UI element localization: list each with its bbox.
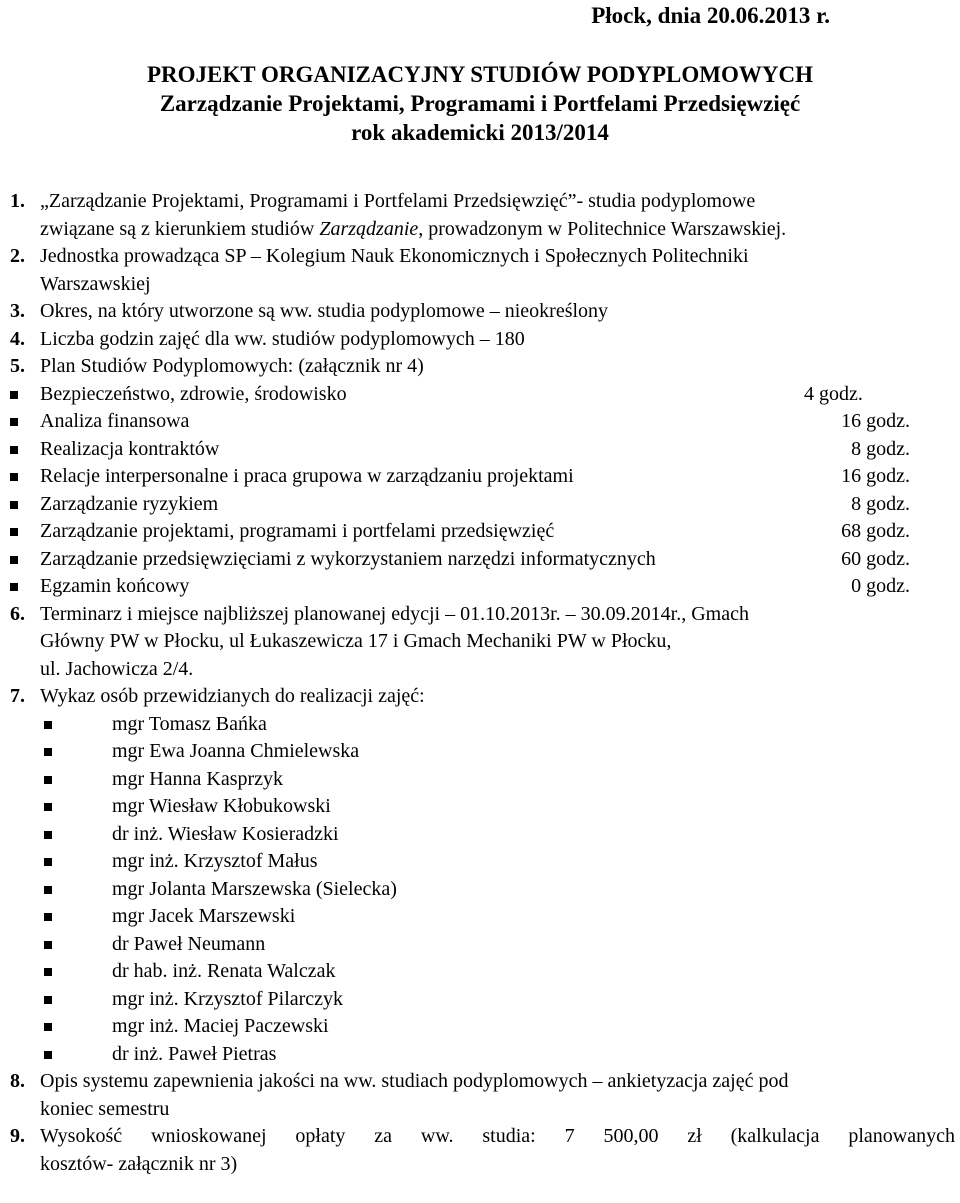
section-number: 4.: [10, 327, 25, 350]
title-line-3: rok akademicki 2013/2014: [351, 120, 609, 145]
staff-list: [0, 711, 960, 1069]
list-item: [0, 848, 960, 876]
list-item: [0, 821, 960, 849]
person-name: mgr Jolanta Marszewska (Sielecka): [112, 877, 397, 900]
square-bullet-icon: [10, 528, 18, 536]
person-name: dr hab. inż. Renata Walczak: [112, 960, 336, 982]
list-item: [0, 1041, 960, 1069]
person-name: mgr Hanna Kasprzyk: [112, 767, 284, 790]
person-name: mgr inż. Maciej Paczewski: [112, 1015, 329, 1037]
section-6-line-1: Terminarz i miejsce najbliższej planowanej edycji – 01.10.2013r. – 30.09.2014r., Gmach: [40, 602, 749, 625]
square-bullet-icon: [44, 776, 52, 784]
section-2-line-2: Warszawskiej: [40, 272, 151, 295]
list-item: [0, 903, 960, 931]
list-item: [0, 546, 960, 574]
list-item: [0, 876, 960, 904]
course-hours: 0 godz.: [851, 575, 910, 597]
square-bullet-icon: [44, 858, 52, 866]
person-name: mgr inż. Krzysztof Małus: [112, 850, 318, 872]
list-item: [0, 986, 960, 1014]
document-body: [0, 188, 960, 1178]
square-bullet-icon: [44, 1023, 52, 1031]
section-1-line-2: [0, 216, 960, 244]
section-2: [0, 243, 960, 271]
list-item: [0, 408, 960, 436]
section-number: 9.: [10, 1125, 25, 1147]
person-name: dr inż. Wiesław Kosieradzki: [112, 822, 339, 845]
document-date: Płock, dnia 20.06.2013 r.: [591, 3, 830, 28]
course-hours: 8 godz.: [851, 492, 910, 515]
section-1-text-end: , prowadzonym w Politechnice Warszawskiej.: [418, 217, 787, 240]
person-name: mgr Ewa Joanna Chmielewska: [112, 740, 360, 762]
section-2-line-1: Jednostka prowadząca SP – Kolegium Nauk Ekonomicznych i Społecznych Politechniki: [40, 245, 749, 267]
section-5-text: Plan Studiów Podyplomowych: (załącznik nr 4): [40, 355, 424, 377]
list-item: [0, 1013, 960, 1041]
section-5: [0, 353, 960, 381]
square-bullet-icon: [44, 941, 52, 949]
square-bullet-icon: [10, 391, 18, 399]
list-item: [0, 793, 960, 821]
course-hours: 8 godz.: [851, 437, 910, 460]
section-number: 5.: [10, 355, 25, 377]
course-hours: 60 godz.: [841, 547, 910, 570]
section-number: 1.: [10, 190, 25, 212]
person-name: dr Paweł Neumann: [112, 932, 266, 955]
list-item: [0, 711, 960, 739]
course-hours: 68 godz.: [841, 520, 910, 542]
course-hours: 16 godz.: [841, 465, 910, 487]
course-name: Zarządzanie ryzykiem: [40, 492, 219, 515]
course-name: Realizacja kontraktów: [40, 437, 220, 460]
course-name: Egzamin końcowy: [40, 575, 190, 597]
section-1: [0, 188, 960, 216]
section-3-text: Okres, na który utworzone są ww. studia podyplomowe – nieokreślony: [40, 300, 609, 322]
square-bullet-icon: [44, 886, 52, 894]
list-item: [0, 738, 960, 766]
section-number: 3.: [10, 300, 25, 322]
document-title: [0, 60, 960, 147]
section-4-text: Liczba godzin zajęć dla ww. studiów podyplomowych – 180: [40, 327, 525, 350]
title-line-2: Zarządzanie Projektami, Programami i Portfelami Przedsięwzięć: [159, 91, 801, 116]
square-bullet-icon: [10, 418, 18, 426]
list-item: [0, 958, 960, 986]
title-line-1: PROJEKT ORGANIZACYJNY STUDIÓW PODYPLOMOWYCH: [147, 62, 813, 87]
person-name: dr inż. Paweł Pietras: [112, 1042, 277, 1065]
section-number: 6.: [10, 602, 25, 625]
list-item: [0, 463, 960, 491]
section-7: [0, 683, 960, 711]
list-item: [0, 573, 960, 601]
course-hours: 16 godz.: [841, 410, 910, 432]
square-bullet-icon: [10, 556, 18, 564]
section-3: [0, 298, 960, 326]
square-bullet-icon: [44, 748, 52, 756]
section-4: [0, 326, 960, 354]
list-item: [0, 518, 960, 546]
section-8-line-2: koniec semestru: [40, 1097, 170, 1120]
section-9-line-2: kosztów- załącznik nr 3): [40, 1152, 238, 1175]
section-6-line-2: Główny PW w Płocku, ul Łukaszewicza 17 i Gmach Mechaniki PW w Płocku,: [40, 630, 672, 652]
section-9: [0, 1123, 960, 1151]
section-8: [0, 1068, 960, 1096]
section-6-line-3: ul. Jachowicza 2/4.: [40, 657, 194, 680]
section-number: 8.: [10, 1070, 25, 1092]
list-item: [0, 436, 960, 464]
square-bullet-icon: [44, 1051, 52, 1059]
square-bullet-icon: [44, 913, 52, 921]
square-bullet-icon: [10, 501, 18, 509]
square-bullet-icon: [44, 996, 52, 1004]
course-name: Analiza finansowa: [40, 410, 190, 432]
section-9-line-1: Wysokość wnioskowanej opłaty za ww. studia: 7 500,00 zł (kalkulacja planowanych: [40, 1125, 955, 1147]
study-plan-list: [0, 381, 960, 601]
course-name: Bezpieczeństwo, zdrowie, środowisko: [40, 382, 347, 405]
section-8-line-1: Opis systemu zapewnienia jakości na ww. studiach podyplomowych – ankietyzacja zajęć pod: [40, 1070, 789, 1092]
list-item: [0, 381, 960, 409]
person-name: mgr Tomasz Bańka: [112, 712, 267, 735]
course-hours: 4 godz.: [804, 382, 863, 405]
list-item: [0, 766, 960, 794]
person-name: mgr Wiesław Kłobukowski: [112, 795, 331, 817]
square-bullet-icon: [10, 446, 18, 454]
list-item: [0, 491, 960, 519]
square-bullet-icon: [44, 803, 52, 811]
section-number: 2.: [10, 245, 25, 267]
square-bullet-icon: [44, 831, 52, 839]
square-bullet-icon: [44, 968, 52, 976]
section-1-emphasis: Zarządzanie: [319, 217, 419, 240]
list-item: [0, 931, 960, 959]
square-bullet-icon: [10, 583, 18, 591]
section-1-text: związane są z kierunkiem studiów: [40, 217, 320, 240]
course-name: Zarządzanie projektami, programami i portfelami przedsięwzięć: [40, 520, 555, 542]
square-bullet-icon: [44, 721, 52, 729]
person-name: mgr inż. Krzysztof Pilarczyk: [112, 987, 344, 1010]
course-name: Zarządzanie przedsięwzięciami z wykorzystaniem narzędzi informatycznych: [40, 547, 656, 570]
section-1-line-1: „Zarządzanie Projektami, Programami i Portfelami Przedsięwzięć”- studia podyplomowe: [40, 190, 756, 212]
section-number: 7.: [10, 685, 25, 707]
square-bullet-icon: [10, 473, 18, 481]
section-6: [0, 601, 960, 629]
person-name: mgr Jacek Marszewski: [112, 905, 296, 927]
section-7-text: Wykaz osób przewidzianych do realizacji zajęć:: [40, 685, 425, 707]
course-name: Relacje interpersonalne i praca grupowa w zarządzaniu projektami: [40, 465, 574, 487]
